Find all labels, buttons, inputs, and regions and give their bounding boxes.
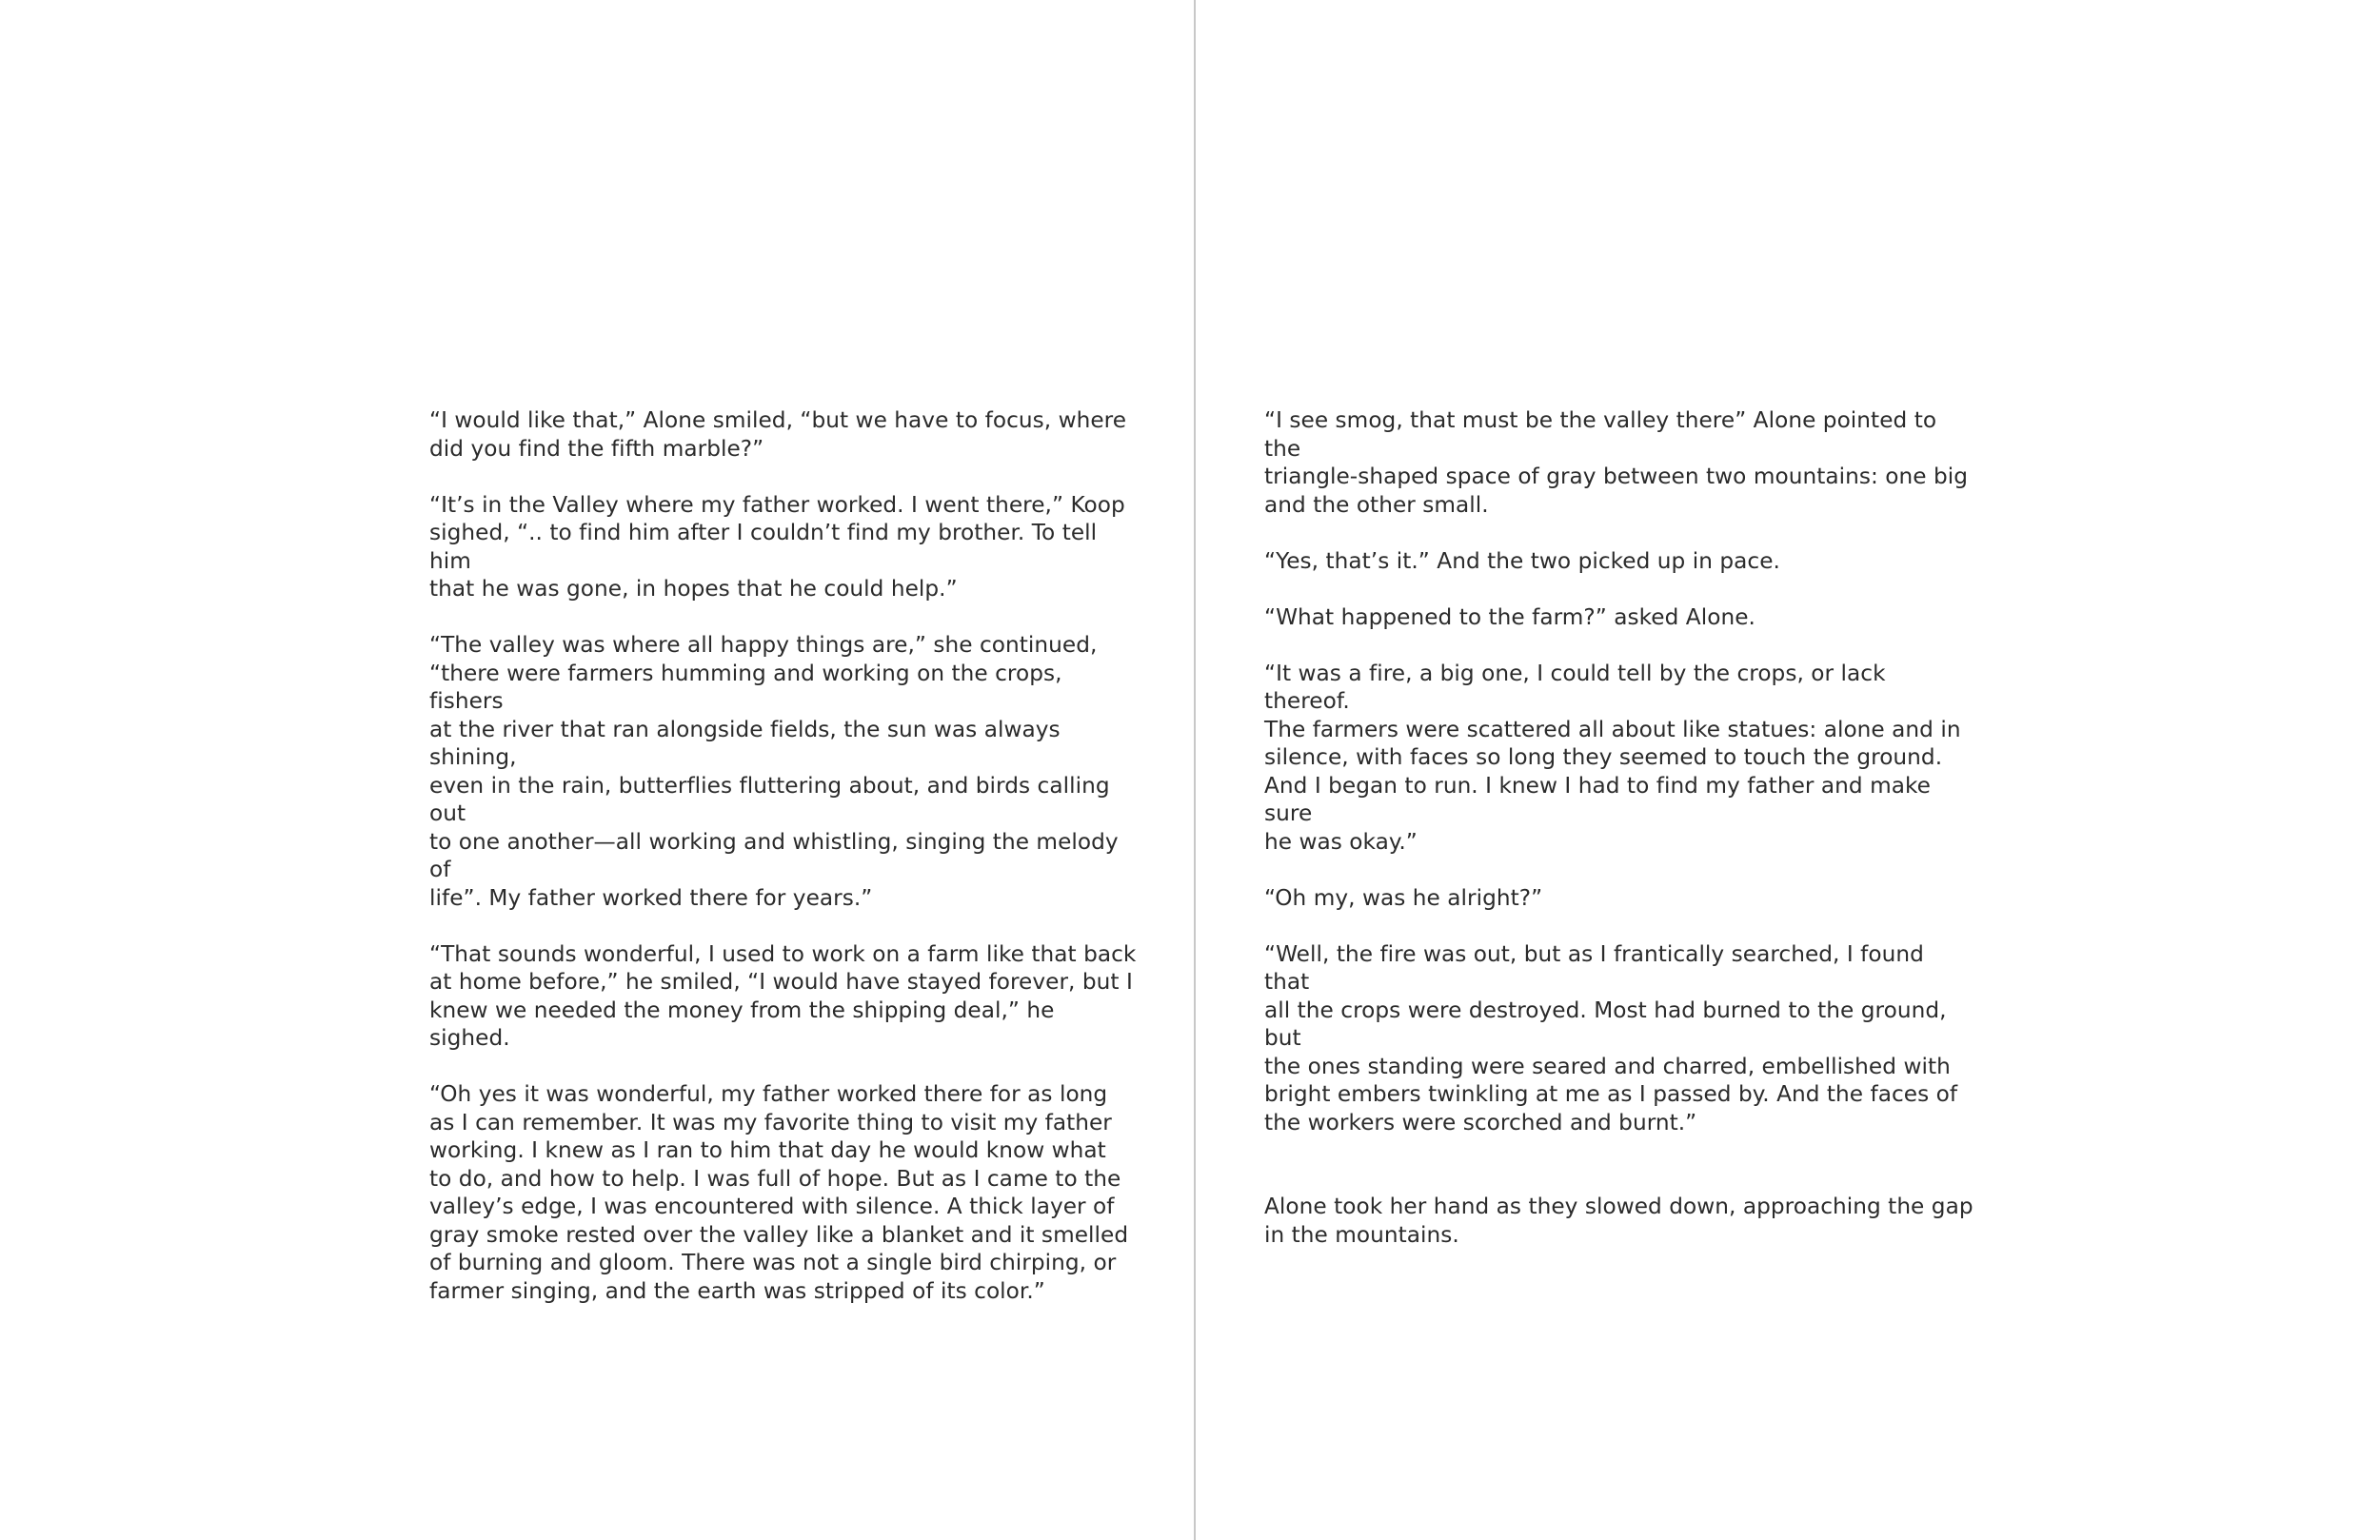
paragraph: “I see smog, that must be the valley there” Alone pointed to the triangle-shaped space of gray between two mountains: one big and the other small. (1264, 407, 1969, 518)
paragraph: Alone took her hand as they slowed down, approaching the gap in the mountains. (1264, 1194, 1973, 1248)
paragraph: “Oh my, was he alright?” (1264, 884, 1543, 911)
paragraph: “That sounds wonderful, I used to work on a farm like that back at home before,” he smiled, “I would have stayed forever, but I knew we needed the money from the shipping deal,” he sighed. (429, 940, 1137, 1051)
paragraph: “Yes, that’s it.” And the two picked up in pace. (1264, 547, 1780, 574)
paragraph: “The valley was where all happy things are,” she continued, “there were farmers humming and working on the crops, fishers at the river that ran alongside fields, the sun was always shining, even in the rain, butterflies fluttering about, and birds calling out to one another—all working and whistling, singing the melody of life”. My father worked there for years.” (429, 632, 1119, 911)
paragraph: “It’s in the Valley where my father worked. I went there,” Koop sighed, “.. to find him after I couldn’t find my brother. To tell him that he was gone, in hopes that he could help.” (429, 491, 1125, 602)
paragraph: “What happened to the farm?” asked Alone. (1264, 603, 1755, 630)
paragraph: “Well, the fire was out, but as I frantically searched, I found that all the crops were destroyed. Most had burned to the ground, but the ones standing were seared and charred, embellished with bright embers twinkling at me as I passed by. And the faces of the workers were scorched and burnt.” (1264, 940, 1958, 1135)
right-page-text (1264, 406, 1973, 1277)
left-page-text (429, 406, 1139, 1333)
paragraph: “Oh yes it was wonderful, my father worked there for as long as I can remember. It was my favorite thing to visit my father working. I knew as I ran to him that day he would know what to do, and how to help. I was full of hope. But as I came to the valley’s edge, I was encountered with silence. A thick layer of gray smoke rested over the valley like a blanket and it smelled of burning and gloom. There was not a single bird chirping, or farmer singing, and the earth was stripped of its color.” (429, 1081, 1129, 1304)
paragraph: “I would like that,” Alone smiled, “but we have to focus, where did you find the fifth marble?” (429, 407, 1127, 462)
page-gutter-divider (1194, 0, 1196, 1540)
paragraph: “It was a fire, a big one, I could tell by the crops, or lack thereof. The farmers were scattered all about like statues: alone and in silence, with faces so long they seemed to touch the ground. And I began to run. I knew I had to find my father and make sure he was okay.” (1264, 660, 1961, 855)
